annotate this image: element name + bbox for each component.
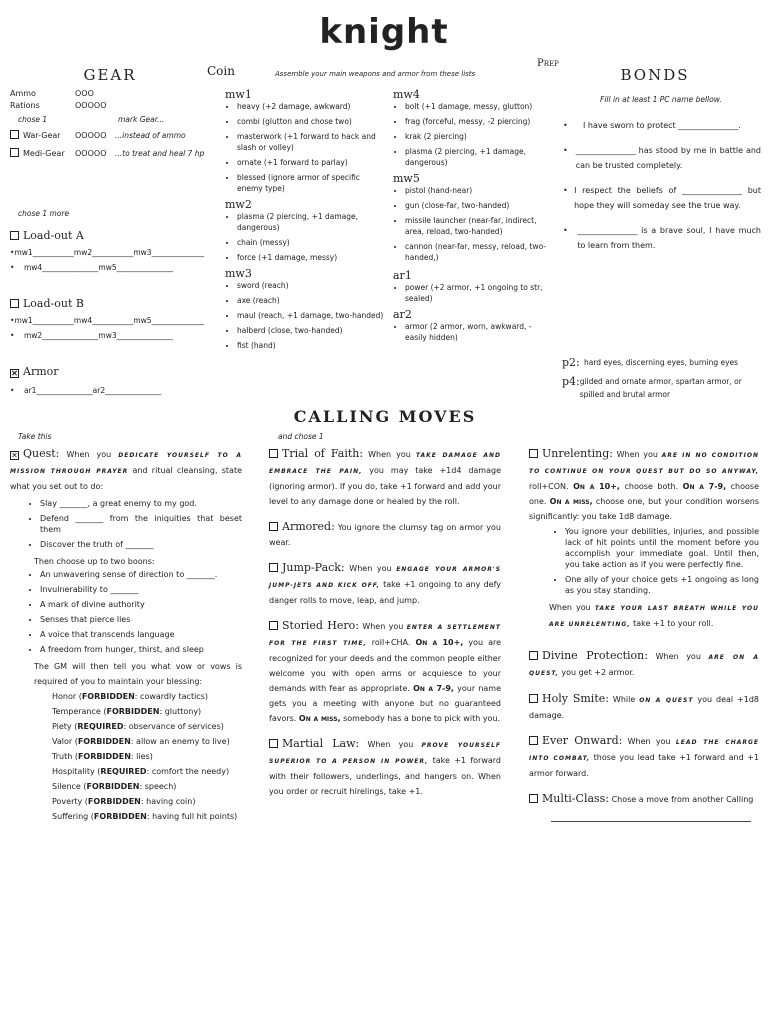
result-label: On a 10+, bbox=[573, 482, 620, 491]
armor-label: Armor bbox=[23, 365, 59, 378]
ar1-list bbox=[393, 282, 553, 304]
gear-header: GEAR bbox=[83, 66, 137, 84]
list-item: • halberd (close, two-handed) bbox=[237, 325, 385, 336]
assemble-note: Assemble your main weapons and armor from these lists bbox=[275, 70, 476, 78]
ar2-label: ar2 bbox=[393, 308, 412, 321]
ammo-label: Ammo bbox=[10, 89, 36, 98]
vow-text: lies bbox=[136, 752, 150, 761]
vow-text: having full hit points bbox=[152, 812, 235, 821]
move-text: you get +2 armor. bbox=[561, 668, 635, 677]
list-item: • frag (forceful, messy, -2 piercing) bbox=[405, 116, 553, 127]
calling-moves-header: CALLING MOVES bbox=[293, 407, 477, 426]
list-item: • armor (2 armor, worn, awkward, -easily hidden) bbox=[405, 321, 553, 343]
move-text: When you bbox=[616, 450, 658, 459]
mw1-label: mw1 bbox=[225, 88, 252, 101]
move-text: you are recognized for your deeds and the common people either welcome you with open arms or acquiesce to your demands with fear as appropriate. bbox=[269, 638, 502, 693]
vow-item: Honor (FORBIDDEN: cowardly tactics) bbox=[52, 692, 208, 701]
result-label: On a 7-9, bbox=[413, 684, 454, 693]
vow-name: Piety bbox=[52, 722, 72, 731]
list-item[interactable]: • Discover the truth of _______ bbox=[40, 539, 242, 550]
quest-name: Quest: bbox=[23, 447, 60, 460]
move-name: Armored: bbox=[282, 520, 335, 533]
move-text: When you bbox=[627, 737, 671, 746]
vow-item: Piety (REQUIRED: observance of services) bbox=[52, 722, 224, 731]
bond-item[interactable]: I have sworn to protect _______________. bbox=[583, 121, 741, 130]
multi-checkbox[interactable] bbox=[529, 794, 538, 803]
move-name: Divine Protection: bbox=[542, 649, 648, 662]
move-text: take +1 to your roll. bbox=[633, 619, 714, 628]
vow-tag: REQUIRED bbox=[100, 767, 147, 776]
multi-class-move bbox=[529, 791, 759, 807]
vow-name: Suffering bbox=[52, 812, 89, 821]
list-item: • gun (close-far, two-handed) bbox=[405, 200, 553, 211]
vow-tag: FORBIDDEN bbox=[87, 797, 141, 806]
list-item[interactable]: • A mark of divine authority bbox=[40, 599, 242, 610]
move-text: roll+CHA. bbox=[371, 638, 411, 647]
quest-move bbox=[10, 446, 242, 824]
p2-text: hard eyes, discerning eyes, burning eyes bbox=[584, 358, 739, 367]
martial-checkbox[interactable] bbox=[269, 739, 278, 748]
rations-marks[interactable]: OOOOO bbox=[75, 101, 107, 110]
list-item[interactable]: • Invulnerability to _______ bbox=[40, 584, 242, 595]
move-trigger: DEDICATE YOURSELF TO A MISSION THROUGH PRAYER bbox=[10, 452, 243, 475]
move-name: Unrelenting: bbox=[542, 447, 614, 460]
list-item: • You ignore your debilities, injuries, and possible lack of hit points until the moment before you accomplish your immediate goal. Until then, you take action as if you were perfectly fine. bbox=[565, 526, 759, 570]
medi-gear-label: Medi-Gear bbox=[23, 149, 65, 158]
vow-item: Suffering (FORBIDDEN: having full hit points) bbox=[52, 812, 238, 821]
move-trigger: ENGAGE YOUR ARMOR'S JUMP-JETS AND KICK OFF, bbox=[269, 566, 502, 589]
ar1-label: ar1 bbox=[393, 269, 412, 282]
loadout-a-line1[interactable]: mw1___________mw2___________mw3______________ bbox=[14, 248, 205, 257]
chose1more-note: chose 1 more bbox=[18, 209, 70, 218]
list-item: • plasma (2 piercing, +1 damage, dangerous) bbox=[405, 146, 553, 168]
list-item: • maul (reach, +1 damage, two-handed) bbox=[237, 310, 385, 321]
vow-tag: FORBIDDEN bbox=[81, 692, 135, 701]
bond-item[interactable]: I respect the beliefs of _______________ but hope they will someday see the true way. bbox=[574, 186, 761, 210]
result-label: On a 10+, bbox=[415, 638, 464, 647]
mw5-list bbox=[393, 185, 553, 263]
quest-checkbox[interactable]: ✕ bbox=[11, 451, 18, 460]
smite-checkbox[interactable] bbox=[529, 694, 538, 703]
onward-checkbox[interactable] bbox=[529, 736, 538, 745]
list-item[interactable]: • An unwavering sense of direction to _______. bbox=[40, 569, 242, 580]
vow-name: Truth bbox=[52, 752, 73, 761]
list-item: • axe (reach) bbox=[237, 295, 385, 306]
rations-label: Rations bbox=[10, 101, 40, 110]
vow-text: speech bbox=[144, 782, 174, 791]
vow-name: Poverty bbox=[52, 797, 83, 806]
move-name: Martial Law: bbox=[282, 737, 360, 750]
vow-tag: FORBIDDEN bbox=[77, 737, 131, 746]
quest-vows bbox=[10, 689, 242, 824]
list-item: • cannon (near-far, messy, reload, two-handed,) bbox=[405, 241, 553, 263]
list-item[interactable]: • A freedom from hunger, thirst, and sleep bbox=[40, 644, 242, 655]
vow-item: Valor (FORBIDDEN: allow an enemy to live) bbox=[52, 737, 230, 746]
move-name: Ever Onward: bbox=[542, 734, 623, 747]
move-text: those you lead take +1 forward and +1 armor forward. bbox=[529, 753, 760, 778]
chose1-note: chose 1 bbox=[18, 115, 48, 124]
middle-moves bbox=[269, 446, 501, 799]
right-moves bbox=[529, 446, 759, 822]
loadout-a: Load-out A •mw1___________mw2___________mw3______________ • mw4_______________mw5_______________ bbox=[10, 229, 205, 272]
bonds-fill-note: Fill in at least 1 PC name bellow. bbox=[600, 95, 722, 104]
boons-intro: Then choose up to two boons: bbox=[34, 557, 155, 566]
list-item[interactable]: • Slay _______, a great enemy to my god. bbox=[40, 498, 242, 509]
mw2-list bbox=[225, 211, 385, 263]
quest-boons bbox=[10, 569, 242, 655]
vow-name: Hospitality bbox=[52, 767, 95, 776]
list-item: • plasma (2 piercing, +1 damage, dangerous) bbox=[237, 211, 385, 233]
move-text: take +1 forward with their followers, underlings, and hangers on. When you order or recruit hirelings, take +1. bbox=[269, 756, 501, 796]
vow-text: allow an enemy to live bbox=[136, 737, 227, 746]
vow-text: observance of services bbox=[128, 722, 221, 731]
list-item[interactable]: • Senses that pierce lies bbox=[40, 614, 242, 625]
move-trigger: PROVE YOURSELF SUPERIOR TO A PERSON IN POWER, bbox=[269, 742, 501, 765]
mark-gear-note: mark Gear... bbox=[118, 115, 165, 124]
medi-gear-checkbox[interactable] bbox=[10, 148, 19, 157]
p4-label: p4: bbox=[562, 375, 580, 388]
move-text: and ritual cleansing, state what you set out to do: bbox=[10, 466, 243, 491]
move-name: Storied Hero: bbox=[282, 619, 359, 632]
move-text: choose one, but your condition worsens significantly: you take 1d8 damage. bbox=[529, 497, 760, 521]
loadout-a-line2[interactable]: mw4_______________mw5_______________ bbox=[23, 263, 173, 272]
mw2-label: mw2 bbox=[225, 198, 252, 211]
move-trigger: ENTER A SETTLEMENT FOR THE FIRST TIME, bbox=[269, 624, 501, 647]
move-text: you may take +1d4 damage (ignoring armor). If you do, take +1 forward and add your level to any damage done or healed by the roll. bbox=[269, 466, 502, 506]
move-text: When you bbox=[549, 603, 591, 612]
vow-tag: FORBIDDEN bbox=[86, 782, 140, 791]
move-text: roll+CON. bbox=[529, 482, 569, 491]
multi-class-line[interactable] bbox=[551, 821, 751, 822]
vow-item: Poverty (FORBIDDEN: having coin) bbox=[52, 797, 196, 806]
war-gear-checkbox[interactable] bbox=[10, 130, 19, 139]
list-item: • fist (hand) bbox=[237, 340, 385, 351]
vow-text: cowardly tactics bbox=[140, 692, 205, 701]
mw4-label: mw4 bbox=[393, 88, 420, 101]
medi-gear-marks[interactable]: OOOOO bbox=[75, 149, 107, 158]
war-gear-label: War-Gear bbox=[23, 131, 61, 140]
move-trigger: ON A QUEST bbox=[639, 697, 694, 704]
list-item: • pistol (hand-near) bbox=[405, 185, 553, 196]
move-trigger: TAKE YOUR LAST BREATH WHILE YOU ARE UNRELENTING, bbox=[549, 605, 760, 628]
list-item: • bolt (+1 damage, messy, glutton) bbox=[405, 101, 553, 112]
divine-protection-move bbox=[529, 648, 759, 681]
bond-item[interactable]: _______________ is a brave soul, I have much to learn from them. bbox=[577, 226, 761, 250]
list-item: • One ally of your choice gets +1 ongoing as long as you stay standing. bbox=[565, 574, 759, 596]
loadout-b-line2[interactable]: mw2_______________mw3_______________ bbox=[23, 331, 173, 340]
quest-goals bbox=[10, 498, 242, 550]
page-title: knight bbox=[319, 12, 449, 52]
list-item: • chain (messy) bbox=[237, 237, 385, 248]
p4-text: gilded and ornate armor, spartan armor, or spilled and brutal armor bbox=[579, 377, 742, 399]
result-label: On a miss, bbox=[298, 714, 341, 723]
loadout-a-label: Load-out A bbox=[23, 229, 84, 242]
loadout-b-line1[interactable]: mw1___________mw4___________mw5______________ bbox=[14, 316, 205, 325]
vow-name: Honor bbox=[52, 692, 77, 701]
move-name: Multi-Class: bbox=[542, 792, 610, 805]
vow-tag: FORBIDDEN bbox=[93, 812, 147, 821]
move-text: somebody has a bone to pick with you. bbox=[343, 714, 501, 723]
unrelenting-checkbox[interactable] bbox=[529, 449, 538, 458]
vow-tag: FORBIDDEN bbox=[106, 707, 160, 716]
vow-name: Temperance bbox=[52, 707, 101, 716]
appearance-options bbox=[562, 356, 762, 401]
move-text: When you bbox=[367, 740, 414, 749]
bonds-list: • I have sworn to protect _______________. • _______________ has stood by me in battle and can be trusted completely. • I respect the beliefs of _______________ but hope they will someday see the true way. • _______________ is a brave soul, I have much to learn from them. bbox=[563, 118, 761, 263]
move-trigger: TAKE DAMAGE AND EMBRACE THE PAIN, bbox=[269, 452, 501, 475]
list-item[interactable]: • A voice that transcends language bbox=[40, 629, 242, 640]
list-item: • combi (glutton and chose two) bbox=[237, 116, 385, 127]
war-gear-note: ...instead of ammo bbox=[115, 131, 186, 140]
p2-label: p2: bbox=[562, 356, 580, 369]
move-text: When you bbox=[349, 564, 392, 573]
move-text: When you bbox=[66, 450, 112, 459]
unrelenting-options bbox=[529, 526, 759, 596]
move-text: While bbox=[612, 695, 636, 704]
move-name: Jump-Pack: bbox=[282, 561, 345, 574]
list-item: • force (+1 damage, messy) bbox=[237, 252, 385, 263]
holy-smite-move bbox=[529, 691, 759, 723]
move-name: Holy Smite: bbox=[542, 692, 609, 705]
vow-text: having coin bbox=[146, 797, 193, 806]
vow-tag: REQUIRED bbox=[77, 722, 124, 731]
ar2-list bbox=[393, 321, 553, 343]
war-gear-marks[interactable]: OOOOO bbox=[75, 131, 107, 140]
list-item: • heavy (+2 damage, awkward) bbox=[237, 101, 385, 112]
ever-onward-move bbox=[529, 733, 759, 781]
trial-of-faith-move bbox=[269, 446, 501, 509]
prep-label: Prep bbox=[537, 58, 559, 69]
move-text: your name gets you a meeting with anyone but no guaranteed favors. bbox=[269, 684, 502, 723]
vow-text: gluttony bbox=[164, 707, 199, 716]
take-this-note: Take this bbox=[18, 432, 52, 441]
coin-label: Coin bbox=[207, 64, 235, 78]
vow-item: Hospitality (REQUIRED: comfort the needy) bbox=[52, 767, 230, 776]
ammo-marks[interactable]: OOO bbox=[75, 89, 94, 98]
ranged-weapons bbox=[393, 88, 553, 347]
bond-item[interactable]: _______________ has stood by me in battle and can be trusted completely. bbox=[575, 146, 761, 170]
move-text: take +1 ongoing to any defy danger rolls to move, leap, and jump. bbox=[269, 580, 501, 605]
gear-resources bbox=[10, 88, 220, 160]
and-chose-note: and chose 1 bbox=[278, 432, 324, 441]
list-item: • power (+2 armor, +1 ongoing to str, sealed) bbox=[405, 282, 553, 304]
move-text: choose both. bbox=[624, 482, 679, 491]
move-text: You ignore the clumsy tag on armor you wear. bbox=[269, 523, 502, 547]
storied-hero-move bbox=[269, 618, 501, 726]
divine-checkbox[interactable] bbox=[529, 651, 538, 660]
mw5-label: mw5 bbox=[393, 172, 420, 185]
loadout-b-label: Load-out B bbox=[23, 297, 84, 310]
list-item: • masterwork (+1 forward to hack and slash or volley) bbox=[237, 131, 385, 153]
armor-checkbox[interactable]: ✕ bbox=[11, 368, 18, 378]
move-trigger: ARE ON A QUEST, bbox=[529, 654, 759, 677]
list-item: • krak (2 piercing) bbox=[405, 131, 553, 142]
loadout-b-checkbox[interactable] bbox=[10, 299, 19, 308]
loadout-b: Load-out B •mw1___________mw4___________mw5______________ • mw2_______________mw3_______________ bbox=[10, 297, 205, 340]
move-text: When you bbox=[655, 652, 701, 661]
martial-law-move bbox=[269, 736, 501, 799]
move-trigger: LEAD THE CHARGE INTO COMBAT, bbox=[529, 739, 760, 762]
mw4-list bbox=[393, 101, 553, 168]
move-text: Chose a move from another Calling bbox=[611, 795, 754, 804]
melee-weapons bbox=[225, 88, 385, 355]
list-item: • sword (reach) bbox=[237, 280, 385, 291]
storied-checkbox[interactable] bbox=[269, 621, 278, 630]
vow-item: Truth (FORBIDDEN: lies) bbox=[52, 752, 153, 761]
vow-name: Silence bbox=[52, 782, 81, 791]
vow-text: comfort the needy bbox=[151, 767, 226, 776]
list-item: • missile launcher (near-far, indirect, area, reload, two-handed) bbox=[405, 215, 553, 237]
armored-checkbox[interactable] bbox=[269, 522, 278, 531]
move-trigger: ARE IN NO CONDITION TO CONTINUE ON YOUR QUEST BUT DO SO ANYWAY, bbox=[529, 452, 759, 475]
unrelenting-last-breath bbox=[529, 600, 759, 632]
armored-move bbox=[269, 519, 501, 550]
bonds-header: BONDS bbox=[620, 66, 690, 84]
list-item: • blessed (ignore armor of specific enemy type) bbox=[237, 172, 385, 194]
armor-loadout: ✕ Armor • ar1_______________ar2_______________ bbox=[10, 365, 162, 395]
mw3-label: mw3 bbox=[225, 267, 252, 280]
mw3-list bbox=[225, 280, 385, 351]
loadout-a-checkbox[interactable] bbox=[10, 231, 19, 240]
list-item[interactable]: • Defend _______ from the iniquities that beset them bbox=[40, 513, 242, 535]
vow-item: Temperance (FORBIDDEN: gluttony) bbox=[52, 707, 202, 716]
medi-gear-note: ...to treat and heal 7 hp bbox=[115, 149, 205, 158]
vows-intro: The GM will then tell you what vow or vows is required of you to maintain your blessing: bbox=[34, 662, 242, 686]
jump-pack-move bbox=[269, 560, 501, 608]
unrelenting-move bbox=[529, 446, 759, 524]
armor-line[interactable]: ar1_______________ar2_______________ bbox=[23, 386, 162, 395]
move-text: When you bbox=[362, 622, 404, 631]
vow-name: Valor bbox=[52, 737, 73, 746]
move-name: Trial of Faith: bbox=[282, 447, 364, 460]
mw1-list bbox=[225, 101, 385, 194]
move-text: choose one. bbox=[529, 482, 760, 506]
trial-checkbox[interactable] bbox=[269, 449, 278, 458]
jump-checkbox[interactable] bbox=[269, 563, 278, 572]
list-item: • ornate (+1 forward to parlay) bbox=[237, 157, 385, 168]
result-label: On a 7-9, bbox=[682, 482, 727, 491]
vow-tag: FORBIDDEN bbox=[77, 752, 131, 761]
move-text: When you bbox=[368, 450, 411, 459]
vow-item: Silence (FORBIDDEN: speech) bbox=[52, 782, 177, 791]
move-text: you deal +1d8 damage. bbox=[529, 695, 760, 720]
result-label: On a miss, bbox=[549, 497, 593, 506]
